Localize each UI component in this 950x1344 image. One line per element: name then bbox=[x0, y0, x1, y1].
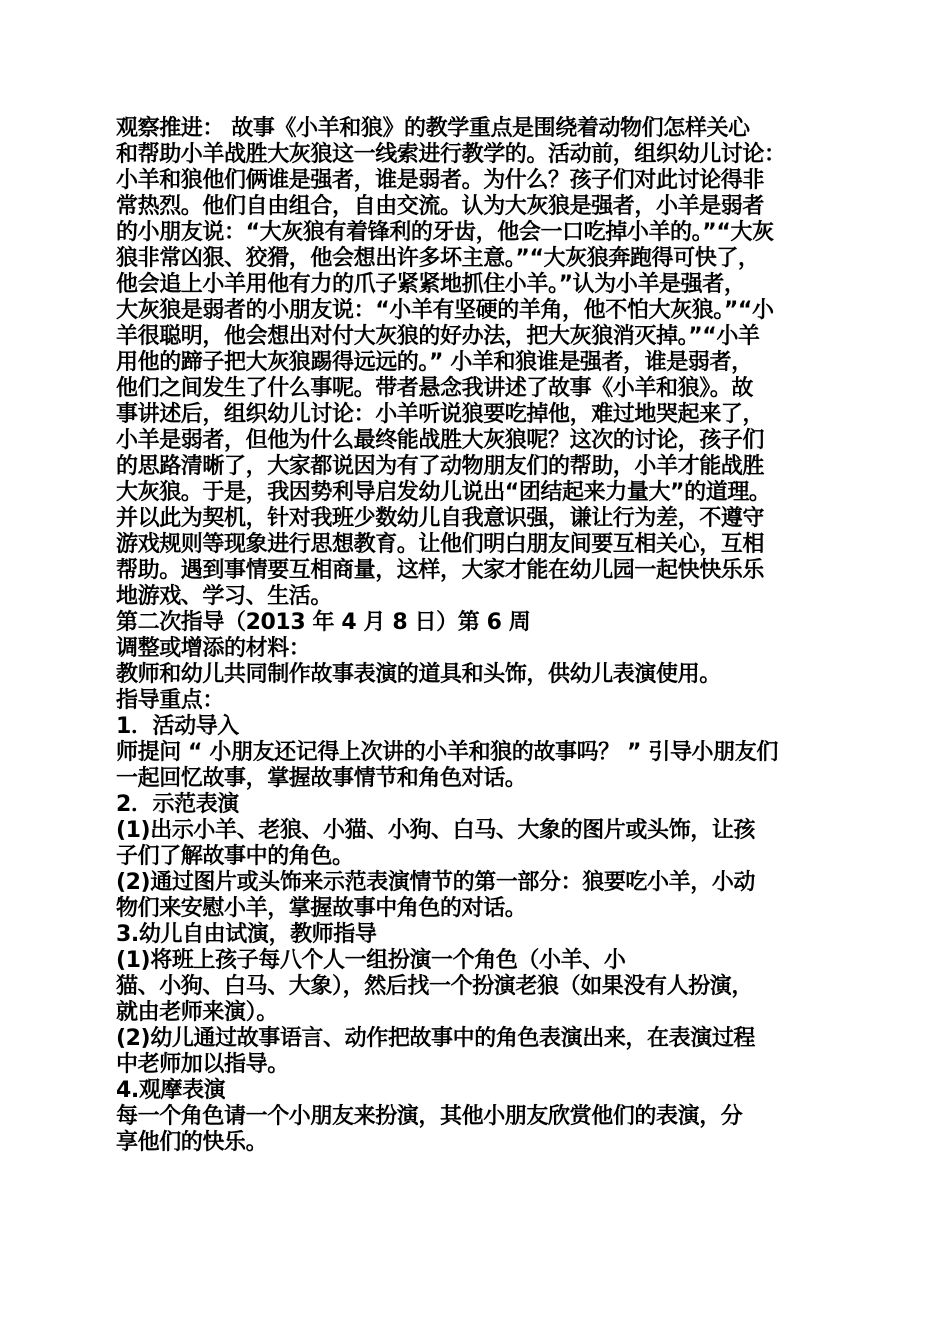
text-line: 小羊是弱者，但他为什么最终能战胜大灰狼呢？这次的讨论，孩子们 bbox=[116, 428, 765, 453]
text-line: 大灰狼是弱者的小朋友说：“小羊有坚硬的羊角，他不怕大灰狼。”“小 bbox=[116, 298, 774, 323]
text-line: 小羊和狼他们俩谁是强者，谁是弱者。为什么？孩子们对此讨论得非 bbox=[116, 168, 765, 193]
text-line: 就由老师来演）。 bbox=[116, 1000, 278, 1025]
text-line: (1)将班上孩子每八个人一组扮演一个角色（小羊、小 bbox=[116, 948, 626, 973]
text-line: 的小朋友说：“大灰狼有着锋利的牙齿，他会一口吃掉小羊的。”“大灰 bbox=[116, 220, 774, 245]
text-line: 物们来安慰小羊，掌握故事中角色的对话。 bbox=[116, 896, 527, 921]
text-line: 羊很聪明，他会想出对付大灰狼的好办法，把大灰狼消灭掉。”“小羊 bbox=[116, 324, 760, 349]
list-item-heading: 2．示范表演 bbox=[116, 792, 239, 817]
text-line: 中老师加以指导。 bbox=[116, 1052, 289, 1077]
text-line: 享他们的快乐。 bbox=[116, 1130, 268, 1155]
text-line: 常热烈。他们自由组合，自由交流。认为大灰狼是强者，小羊是弱者 bbox=[116, 194, 765, 219]
text-line: 的思路清晰了，大家都说因为有了动物朋友们的帮助，小羊才能战胜 bbox=[116, 454, 765, 479]
text-line: 地游戏、学习、生活。 bbox=[116, 584, 333, 609]
text-line: 师提问 “ 小朋友还记得上次讲的小羊和狼的故事吗？ ” 引导小朋友们 bbox=[116, 740, 778, 765]
text-line: 观察推进： 故事《小羊和狼》的教学重点是围绕着动物们怎样关心 bbox=[116, 116, 750, 141]
text-line: (2)幼儿通过故事语言、动作把故事中的角色表演出来，在表演过程 bbox=[116, 1026, 756, 1051]
text-line: (1)出示小羊、老狼、小猫、小狗、白马、大象的图片或头饰，让孩 bbox=[116, 818, 756, 843]
text-line: 调整或增添的材料： bbox=[116, 636, 311, 661]
text-line: 用他的蹄子把大灰狼踢得远远的。” 小羊和狼谁是强者，谁是弱者， bbox=[116, 350, 753, 375]
text-line: 和帮助小羊战胜大灰狼这一线索进行教学的。活动前，组织幼儿讨论： bbox=[116, 142, 786, 167]
text-line: (2)通过图片或头饰来示范表演情节的第一部分：狼要吃小羊，小动 bbox=[116, 870, 756, 895]
list-item-heading: 4.观摩表演 bbox=[116, 1078, 226, 1103]
section-heading: 第二次指导（2013 年 4 月 8 日）第 6 周 bbox=[116, 610, 531, 635]
list-item-heading: 3.幼儿自由试演，教师指导 bbox=[116, 922, 377, 947]
text-line: 指导重点： bbox=[116, 688, 225, 713]
list-item-heading: 1．活动导入 bbox=[116, 714, 239, 739]
text-line: 每一个角色请一个小朋友来扮演，其他小朋友欣赏他们的表演，分 bbox=[116, 1104, 743, 1129]
text-line: 事讲述后，组织幼儿讨论：小羊听说狼要吃掉他，难过地哭起来了， bbox=[116, 402, 765, 427]
text-line: 帮助。遇到事情要互相商量，这样，大家才能在幼儿园一起快快乐乐 bbox=[116, 558, 765, 583]
text-line: 猫、小狗、白马、大象），然后找一个扮演老狼（如果没有人扮演， bbox=[116, 974, 754, 999]
document-page bbox=[116, 116, 836, 1156]
text-line: 游戏规则等现象进行思想教育。让他们明白朋友间要互相关心，互相 bbox=[116, 532, 765, 557]
text-line: 子们了解故事中的角色。 bbox=[116, 844, 354, 869]
text-line: 大灰狼。于是，我因势利导启发幼儿说出“团结起来力量大”的道理。 bbox=[116, 480, 771, 505]
text-line: 一起回忆故事，掌握故事情节和角色对话。 bbox=[116, 766, 527, 791]
text-line: 他会追上小羊用他有力的爪子紧紧地抓住小羊。”认为小羊是强者， bbox=[116, 272, 746, 297]
text-line: 他们之间发生了什么事呢。带者悬念我讲述了故事《小羊和狼》。故 bbox=[116, 376, 754, 401]
text-line: 教师和幼儿共同制作故事表演的道具和头饰，供幼儿表演使用。 bbox=[116, 662, 721, 687]
text-line: 狼非常凶狠、狡猾，他会想出许多坏主意。”“大灰狼奔跑得可快了， bbox=[116, 246, 760, 271]
text-line: 并以此为契机，针对我班少数幼儿自我意识强，谦让行为差，不遵守 bbox=[116, 506, 765, 531]
